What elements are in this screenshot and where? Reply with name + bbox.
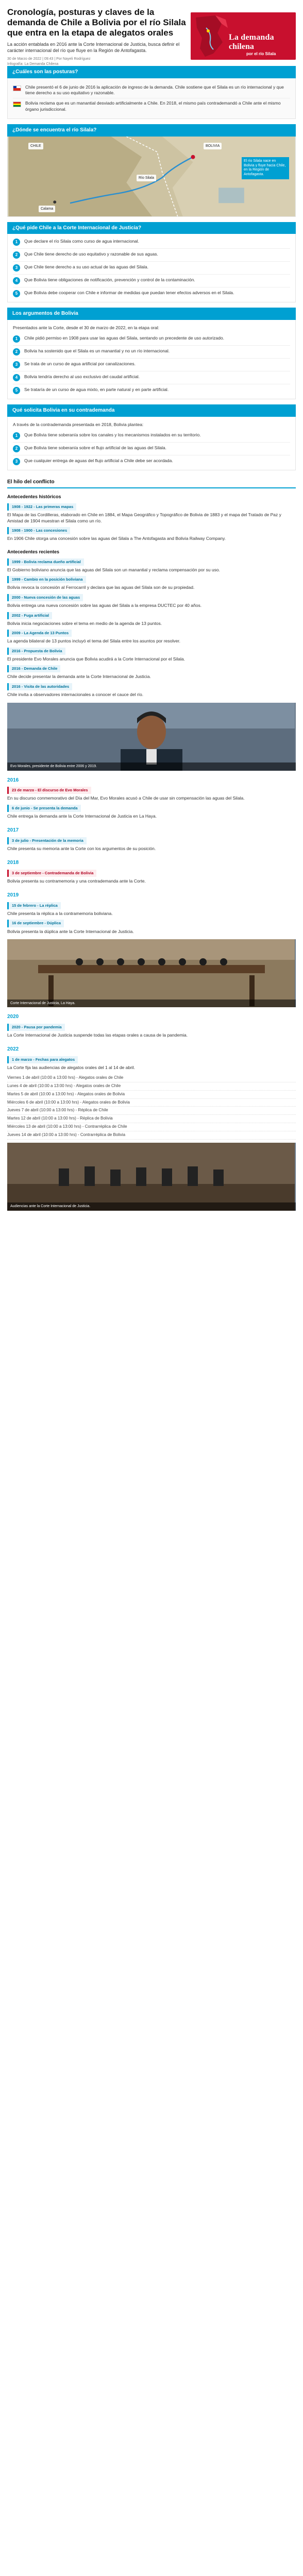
timeline-event bbox=[7, 526, 296, 544]
event-tag: 3 de julio - Presentación de la memoria bbox=[7, 837, 87, 844]
event-tag: 1908 - 1922 - Las primeras mapas bbox=[7, 503, 76, 511]
event-tag: 1999 - Bolivia reclama dueño artificial bbox=[7, 558, 84, 566]
date-item: Martes 12 de abril (10:00 a 13:00 hrs) - Réplica de Bolivia bbox=[7, 1115, 296, 1123]
evo-morales-photo bbox=[7, 703, 296, 771]
postura-text: Bolivia reclama que es un manantial desviado artificialmente a Chile. En 2018, el mismo país contrademandó a Chile ante el mismo órgano jurisdiccional. bbox=[25, 100, 281, 112]
number-badge: 3 bbox=[13, 264, 20, 272]
list-item-text: Que cualquier entrega de aguas del flujo artificial a Chile debe ser acordada. bbox=[24, 458, 173, 464]
timeline-title: El hilo del conflicto bbox=[7, 479, 296, 488]
timeline-event bbox=[7, 901, 296, 919]
article-title: Cronología, posturas y claves de la demanda de Chile a Bolivia por el río Silala que entra en la etapa de alegatos orales bbox=[7, 7, 186, 38]
timeline-event bbox=[7, 868, 296, 886]
event-tag: 15 de febrero - La réplica bbox=[7, 902, 61, 909]
posturas-box bbox=[7, 78, 296, 120]
number-badge: 2 bbox=[13, 251, 20, 259]
article-header bbox=[0, 0, 303, 66]
event-text: El Mapa de las Cordilleras, elaborado en Chile en 1884, el Mapa Geográfico y Topográfico de Bolivia de 1883 y el mapa del Tratado de Paz y Amistad de 1904 muestran el Silala como un río. bbox=[7, 512, 281, 523]
event-tag: 2016 - Visita de las autoridades bbox=[7, 683, 72, 690]
page bbox=[0, 0, 303, 1234]
list-item-text: Que Chile tiene derecho de uso equitativo y razonable de sus aguas. bbox=[24, 251, 158, 257]
event-tag: 1908 - 1900 - Las concesiones bbox=[7, 527, 70, 534]
brand-line-1: La demanda bbox=[229, 33, 274, 42]
event-tag: 2009 - La Agenda de 13 Puntos bbox=[7, 630, 72, 637]
event-text: Chile presenta su memoria ante la Corte con los argumentos de su posición. bbox=[7, 845, 156, 851]
timeline-event bbox=[7, 785, 296, 803]
timeline-event bbox=[7, 918, 296, 936]
timeline-event bbox=[7, 628, 296, 646]
event-text: Bolivia inicia negociaciones sobre el tema en medio de la agenda de 13 puntos. bbox=[7, 620, 162, 626]
article-byline: Infografía: La Demanda Chilena bbox=[7, 62, 59, 66]
argumentos-intro: Presentados ante la Corte, desde el 30 de marzo de 2022, en la etapa oral: bbox=[13, 325, 159, 330]
antecedentes-recientes-title: Antecedentes recientes bbox=[7, 549, 60, 554]
portrait-image-icon bbox=[7, 703, 295, 771]
timeline-event bbox=[7, 611, 296, 629]
list-item bbox=[13, 249, 290, 262]
antecedentes-historicos-title: Antecedentes históricos bbox=[7, 494, 61, 499]
event-tag: 2020 - Pausa por pandemia bbox=[7, 1024, 65, 1031]
photo-caption: Corte Internacional de Justicia, La Haya. bbox=[7, 999, 296, 1007]
list-item-text: Que Bolivia tiene soberanía sobre el flujo artificial de las aguas del Silala. bbox=[24, 445, 166, 451]
section-que-pide-title: ¿Qué pide Chile a la Corte Internacional de Justicia? bbox=[7, 222, 296, 234]
event-text: Bolivia presenta su contramemoria y una contrademanda ante la Corte. bbox=[7, 878, 146, 884]
event-text: En su discurso conmemorativo del Día del Mar, Evo Morales acusó a Chile de usar sin compensación las aguas del Silala. bbox=[7, 795, 245, 801]
event-text: En 1906 Chile otorga una concesión sobre las aguas del Silala a The Antofagasta and Bolivia Railway Company. bbox=[7, 536, 226, 541]
argumentos-list bbox=[7, 320, 296, 399]
event-tag: 1999 - Cambio en la posición boliviana bbox=[7, 576, 86, 583]
que-pide-list bbox=[7, 234, 296, 302]
article-lede: La acción entablada en 2016 ante la Corte Internacional de Justicia, busca definir el carácter internacional del río que fluye en la Región de Antofagasta. bbox=[7, 42, 180, 54]
timeline-event bbox=[7, 682, 296, 700]
list-item-text: Que Bolivia tiene obligaciones de notificación, prevención y control de la contaminación. bbox=[24, 277, 195, 283]
list-item bbox=[13, 443, 290, 455]
date-item: Jueves 14 de abril (10:00 a 13:00 hrs) - Contrarréplica de Bolivia bbox=[7, 1131, 296, 1140]
list-item-text: Que Bolivia tiene soberanía sobre los canales y los mecanismos instalados en su territorio. bbox=[24, 432, 201, 438]
court-photo bbox=[7, 939, 296, 1007]
number-badge: 1 bbox=[13, 335, 20, 343]
event-tag: 1 de marzo - Fechas para alegatos bbox=[7, 1056, 78, 1063]
event-tag: 2016 - Propuesta de Bolivia bbox=[7, 648, 65, 655]
timeline-event bbox=[7, 803, 296, 821]
postura-chile bbox=[13, 82, 290, 99]
list-item bbox=[13, 333, 290, 346]
list-item-text: Que Chile tiene derecho a su uso actual de las aguas del Silala. bbox=[24, 264, 148, 270]
list-item bbox=[13, 430, 290, 443]
list-item bbox=[13, 371, 290, 384]
number-badge: 1 bbox=[13, 432, 20, 439]
list-item-text: Bolivia tendría derecho al uso exclusivo del caudal artificial. bbox=[24, 374, 140, 380]
map-label-bolivia: BOLIVIA bbox=[204, 143, 222, 149]
list-item bbox=[13, 455, 290, 468]
postura-bolivia bbox=[13, 98, 290, 114]
section-contrademanda-title: Qué solicita Bolivia en su contrademanda bbox=[7, 404, 296, 417]
timeline-event bbox=[7, 1055, 296, 1073]
photo-caption: Evo Morales, presidente de Bolivia entre 2006 y 2019. bbox=[7, 762, 296, 770]
timeline-event bbox=[7, 664, 296, 682]
year-heading: 2019 bbox=[7, 892, 19, 899]
number-badge: 2 bbox=[13, 445, 20, 452]
bolivia-flag-icon bbox=[13, 101, 21, 107]
date-item: Miércoles 13 de abril (10:00 a 13:00 hrs) - Contrarréplica de Chile bbox=[7, 1123, 296, 1131]
year-heading: 2018 bbox=[7, 860, 19, 866]
section-posturas-title: ¿Cuáles son las posturas? bbox=[7, 66, 296, 78]
date-item: Viernes 1 de abril (10:00 a 13:00 hrs) - Alegatos orales de Chile bbox=[7, 1074, 296, 1082]
year-heading: 2016 bbox=[7, 777, 19, 783]
section-mapa-title: ¿Dónde se encuentra el río Silala? bbox=[7, 124, 296, 137]
contrademanda-list bbox=[7, 417, 296, 470]
timeline-event bbox=[7, 1022, 296, 1040]
event-text: El Gobierno boliviano anuncia que las aguas del Silala son un manantial y reclama compensación por su uso. bbox=[7, 567, 220, 572]
list-item bbox=[13, 236, 290, 249]
list-item-text: Que Bolivia debe cooperar con Chile e informar de medidas que puedan tener efectos adversos en el Silala. bbox=[24, 290, 234, 296]
brand-line-3: por el río Silala bbox=[246, 52, 276, 56]
hearing-dates-list bbox=[7, 1074, 296, 1139]
event-text: Bolivia entrega una nueva concesión sobre las aguas del Silala a la empresa DUCTEC por 40 años. bbox=[7, 603, 202, 608]
list-item-text: Bolivia ha sostenido que el Silala es un manantial y no un río internacional. bbox=[24, 348, 170, 354]
event-text: Chile decide presentar la demanda ante la Corte Internacional de Justicia. bbox=[7, 674, 151, 680]
brand-logo bbox=[191, 12, 296, 60]
postura-text: Chile presentó el 6 de junio de 2016 la aplicación de ingreso de la demanda. Chile sostiene que el Silala es un río internacional y que tiene derecho a su uso equitativo y razonable. bbox=[25, 84, 284, 95]
event-text: Bolivia presenta la dúplica ante la Corte Internacional de Justicia. bbox=[7, 928, 134, 934]
number-badge: 2 bbox=[13, 348, 20, 355]
date-item: Lunes 4 de abril (10:00 a 13:00 hrs) - Alegatos orales de Chile bbox=[7, 1082, 296, 1091]
hearing-photo bbox=[7, 1143, 296, 1211]
silala-map bbox=[7, 137, 296, 217]
event-tag: 3 de septiembre - Contrademanda de Bolivia bbox=[7, 870, 96, 877]
event-tag: 2000 - Nueva concesión de las aguas bbox=[7, 594, 83, 601]
chile-flag-icon bbox=[13, 86, 21, 91]
timeline-event bbox=[7, 592, 296, 611]
date-item: Martes 5 de abril (10:00 a 13:00 hrs) - Alegatos orales de Bolivia bbox=[7, 1091, 296, 1099]
list-item-text: Que declare el río Silala como curso de agua internacional. bbox=[24, 239, 140, 244]
event-tag: 23 de marzo - El discurso de Evo Morales bbox=[7, 787, 91, 794]
list-item-text: Chile pidió permiso en 1908 para usar las aguas del Silala, sentando un precedente de uso autorizado. bbox=[24, 335, 224, 341]
event-text: Chile invita a observadores internacionales a conocer el cauce del río. bbox=[7, 692, 144, 698]
court-image-icon bbox=[7, 939, 295, 1007]
list-item bbox=[13, 287, 290, 300]
event-text: El presidente Evo Morales anuncia que Bolivia acudirá a la Corte Internacional por el Silala. bbox=[7, 656, 185, 662]
brand-line-2: chilena bbox=[229, 42, 254, 51]
date-item: Miércoles 6 de abril (10:00 a 13:00 hrs) - Alegatos orales de Bolivia bbox=[7, 1099, 296, 1107]
list-item-text: Se trata de un curso de agua artificial por canalizaciones. bbox=[24, 361, 136, 367]
number-badge: 5 bbox=[13, 290, 20, 297]
date-item: Jueves 7 de abril (10:00 a 13:00 hrs) - Réplica de Chile bbox=[7, 1107, 296, 1115]
event-tag: 6 de junio - Se presenta la demanda bbox=[7, 805, 81, 812]
year-heading: 2017 bbox=[7, 827, 19, 834]
contrademanda-intro: A través de la contrademanda presentada en 2018, Bolivia plantea: bbox=[13, 421, 144, 427]
event-text: La Corte Internacional de Justicia suspende todas las etapas orales a causa de la pandemia. bbox=[7, 1032, 188, 1038]
year-heading: 2022 bbox=[7, 1046, 19, 1053]
event-text: Chile entrega la demanda ante la Corte Internacional de Justicia en La Haya. bbox=[7, 813, 157, 819]
list-item bbox=[13, 262, 290, 275]
number-badge: 1 bbox=[13, 239, 20, 246]
event-text: La agenda bilateral de 13 puntos incluyó el tema del Silala entre los asuntos por resolver. bbox=[7, 638, 180, 644]
list-item bbox=[13, 384, 290, 397]
year-heading: 2020 bbox=[7, 1014, 19, 1020]
timeline-event bbox=[7, 557, 296, 575]
section-argumentos-title: Los argumentos de Bolivia bbox=[7, 308, 296, 320]
map-label-river: Río Silala bbox=[137, 175, 156, 181]
list-item bbox=[13, 275, 290, 287]
list-item-text: Se trataría de un curso de agua mixto, en parte natural y en parte artificial. bbox=[24, 387, 169, 393]
number-badge: 4 bbox=[13, 374, 20, 381]
timeline-event bbox=[7, 836, 296, 854]
timeline-event bbox=[7, 646, 296, 664]
list-item bbox=[13, 346, 290, 359]
list-item bbox=[13, 359, 290, 371]
number-badge: 3 bbox=[13, 361, 20, 368]
map-note: El río Silala nace en Bolivia y fluye hacia Chile, en la Región de Antofagasta. bbox=[242, 157, 289, 179]
hearing-image-icon bbox=[7, 1143, 295, 1211]
timeline-event bbox=[7, 502, 296, 526]
event-text: Chile presenta la réplica a la contramemoria boliviana. bbox=[7, 911, 113, 916]
number-badge: 5 bbox=[13, 387, 20, 394]
map-label-chile: CHILE bbox=[28, 143, 43, 149]
event-text: Bolivia revoca la concesión al Ferrocarril y declara que las aguas del Silala son de su propiedad. bbox=[7, 585, 195, 590]
event-tag: 2016 - Demanda de Chile bbox=[7, 665, 60, 672]
number-badge: 4 bbox=[13, 277, 20, 284]
map-label-calama: Calama bbox=[39, 206, 55, 212]
event-tag: 2002 - Fuga artificial bbox=[7, 612, 52, 619]
timeline-event bbox=[7, 574, 296, 592]
event-tag: 16 de septiembre - Dúplica bbox=[7, 920, 64, 927]
article-meta: 30 de Marzo de 2022 | 09:43 | Por Nayeli Rodríguez bbox=[7, 57, 91, 61]
photo-caption: Audiencias ante la Corte Internacional de Justicia. bbox=[7, 1202, 296, 1210]
event-text: La Corte fija las audiencias de alegatos orales del 1 al 14 de abril. bbox=[7, 1064, 136, 1070]
number-badge: 3 bbox=[13, 458, 20, 465]
